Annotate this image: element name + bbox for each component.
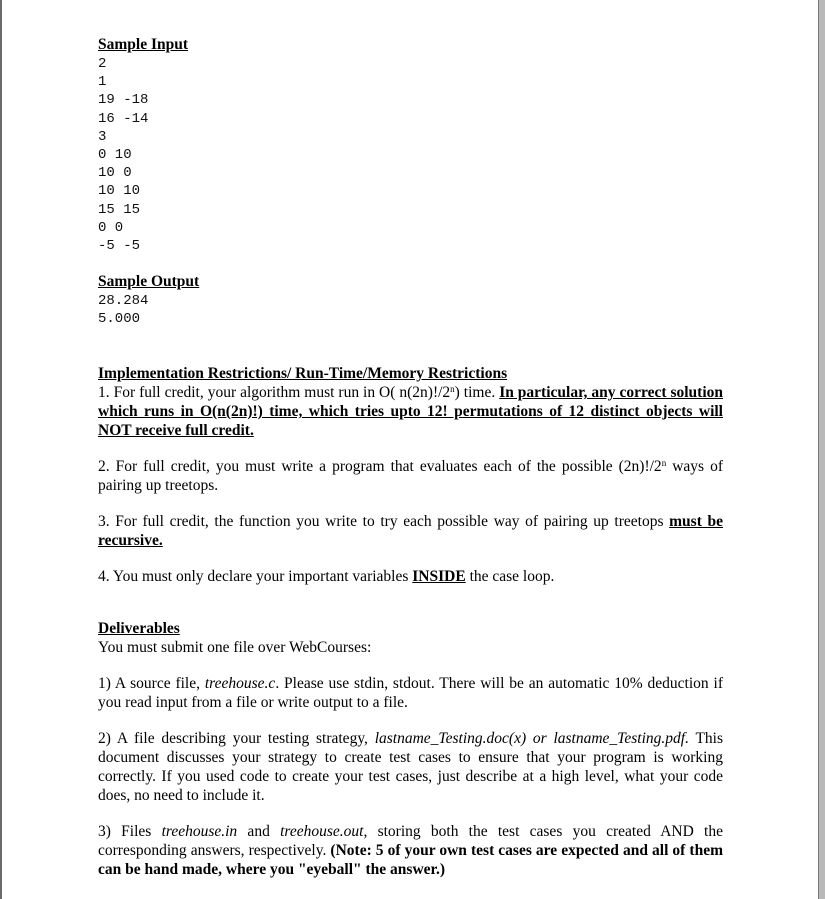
deliverables-intro: You must submit one file over WebCourses: <box>98 639 372 656</box>
page-border-left <box>0 0 2 899</box>
sample-output-line: 28.284 <box>98 293 149 309</box>
deliverable-1 <box>98 674 723 712</box>
deliverable-3-note: (Note: 5 of your own test cases are expected and all of them can be hand made, where you "eyeball" the answer.) <box>98 842 723 878</box>
restriction-3 <box>98 512 723 550</box>
restriction-1-emphasis: In particular, any correct solution which runs in O(n(2n)!) time, which tries upto 12! permutations of 12 distinct objects will NOT receive full credit. <box>98 384 723 439</box>
deliverable-3-suffix: , storing both the test cases you created AND the corresponding answers, respectively. <box>98 823 723 859</box>
sample-output-block <box>98 292 723 328</box>
sample-input-line: -5 -5 <box>98 238 141 255</box>
restriction-2-suffix: ways of pairing up treetops. <box>98 458 723 494</box>
deliverable-1-filename: treehouse.c <box>204 675 276 692</box>
sample-input-line: 19 -18 <box>98 92 149 109</box>
deliverable-2-filename: lastname_Testing.doc(x) or lastname_Testing.pdf. <box>374 730 689 747</box>
restrictions-heading: Implementation Restrictions/ Run-Time/Memory Restrictions <box>98 365 508 382</box>
sample-input-heading: Sample Input <box>98 36 189 53</box>
restriction-1-suffix: ) time. <box>454 384 500 401</box>
deliverable-3 <box>98 822 723 879</box>
sample-input-section <box>98 36 723 255</box>
deliverables-section <box>98 620 723 879</box>
restriction-4-text: 4. You must only declare your important variables <box>98 568 413 585</box>
sample-input-line: 10 0 <box>98 165 132 182</box>
deliverable-3-text: 3) Files <box>98 823 162 840</box>
restriction-4-suffix: the case loop. <box>465 568 555 585</box>
sample-input-line: 3 <box>98 128 107 145</box>
deliverable-3-filename-in: treehouse.in <box>161 823 238 840</box>
deliverable-2-text: 2) A file describing your testing strategy, <box>98 730 375 747</box>
sample-input-line: 10 10 <box>98 183 141 200</box>
restriction-4-emphasis: INSIDE <box>412 568 466 585</box>
restriction-1-sup: n <box>450 384 455 394</box>
deliverable-2 <box>98 729 723 805</box>
restriction-3-text: 3. For full credit, the function you write to try each possible way of pairing up treetops <box>98 513 670 530</box>
deliverable-1-text: 1) A source file, <box>98 675 205 692</box>
restrictions-section <box>98 365 723 586</box>
sample-input-line: 2 <box>98 56 107 72</box>
sample-output-section <box>98 273 723 328</box>
restriction-2-text: 2. For full credit, you must write a program that evaluates each of the possible (2n)!/2 <box>98 458 662 475</box>
sample-input-line: 1 <box>98 74 107 91</box>
sample-input-line: 15 15 <box>98 201 141 218</box>
sample-output-heading: Sample Output <box>98 273 200 290</box>
deliverable-1-suffix: . Please use stdin, stdout. There will be an automatic 10% deduction if you read input from a file or write output to a file. <box>98 675 723 711</box>
sample-input-line: 0 10 <box>98 147 132 164</box>
restriction-1 <box>98 383 723 440</box>
deliverable-3-mid: and <box>237 823 281 840</box>
deliverables-heading: Deliverables <box>98 620 180 637</box>
restriction-4 <box>98 567 723 586</box>
sample-input-line: 0 0 <box>98 219 124 236</box>
restriction-2-sup: n <box>661 458 667 468</box>
sample-input-block <box>98 55 723 255</box>
sample-input-line: 16 -14 <box>98 110 149 127</box>
restriction-2 <box>98 457 723 495</box>
deliverable-3-filename-out: treehouse.out <box>280 823 364 840</box>
deliverable-2-suffix: This document discusses your strategy to create test cases to ensure that your program is working correctly. If you used code to create your test cases, just describe at a high level, what your code does, no need to include it. <box>98 730 724 804</box>
sample-output-line: 5.000 <box>98 311 141 328</box>
restriction-1-text: 1. For full credit, your algorithm must run in O( n(2n)!/2 <box>98 384 451 401</box>
scrollbar-track[interactable] <box>818 0 825 899</box>
restriction-3-emphasis: must be recursive. <box>98 513 723 549</box>
